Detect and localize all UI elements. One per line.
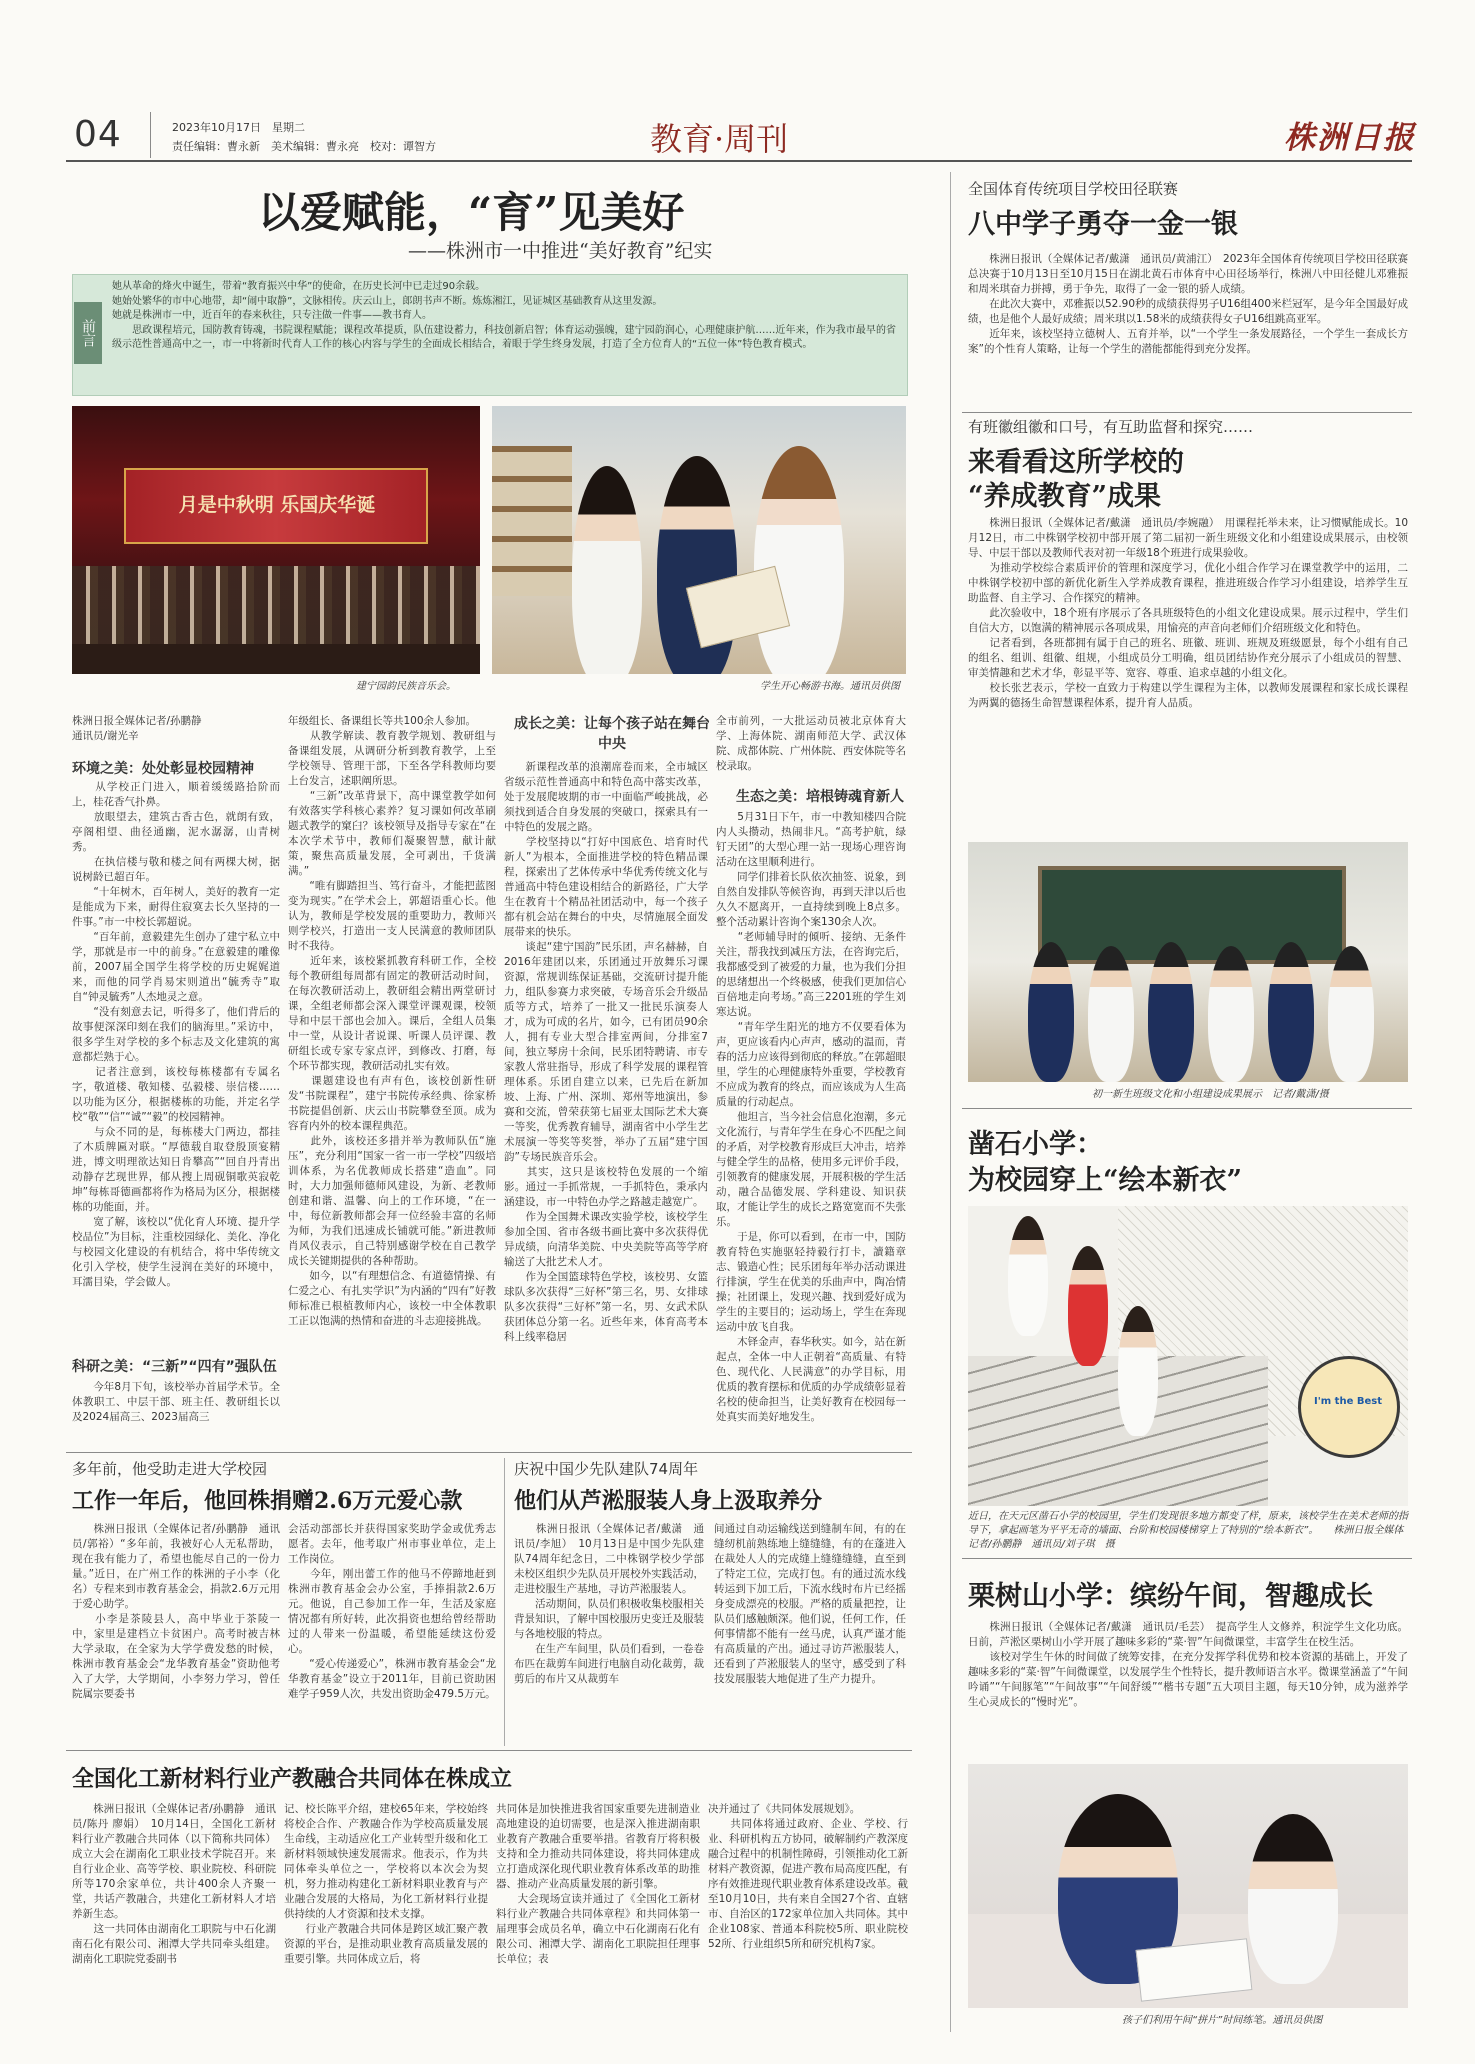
chem-title: 全国化工新材料行业产教融合共同体在株成立 (72, 1766, 513, 1792)
mural-caption: 近日，在天元区凿石小学的校园里，学生们发现很多地方都变了样，原来，该校学生在美术老师的指导下，拿起画笔为平平无奇的墙面、台阶和校园楼梯穿上了特别的“绘本新衣”。 株洲日报全媒体记者/孙鹏静 通讯员/刘子琪 摄 (968, 1511, 1408, 1550)
class-title-line1: 来看看这所学校的 (968, 447, 1184, 478)
donate-column-1: 株洲日报讯（全媒体记者/孙鹏静 通讯员/郭裕）“多年前，我被好心人无私帮助，现在我有能力了，希望也能尽自己的一份力量。”近日，在广州工作的株洲的子小李（化名）专程来到市教育基金会，捐款2.6万元用于爱心助学。 小李是茶陵县人，高中毕业于茶陵一中，家里是建档立卡贫困户。高考时被吉林大学录取，在全家为大学学费发愁的时候，株洲市教育基金会“龙华教育基金”资助他考入了大学，大学期间，小李努力学习，曾任院属宗要委书 (72, 1523, 280, 1700)
class-bottom-rule (962, 1108, 1412, 1109)
library-photo-caption: 学生开心畅游书海。通讯员供图 (760, 681, 900, 692)
editor-credits: 责任编辑：曹永新 美术编辑：曹永亮 校对：谭智方 (172, 140, 436, 153)
presenter-5 (1268, 942, 1314, 1082)
sports-body: 株洲日报讯（全媒体记者/戴潇 通讯员/黄浦江） 2023年全国体育传统项目学校田径联赛总决赛于10月13日至10月15日在湖北黄石市体育中心田径场举行，株洲八中田径健儿邓雅振和周米琪奋力拼搏，勇于争先，取得了一金一银的骄人成绩。 在此次大赛中，邓雅振以52.90秒的成绩获得男子U16组400米栏冠军，是今年全国最好成绩，也是他个人最好成绩；周米琪以1.58米的成绩获得女子U16组跳高亚军。 近年来，该校坚持立德树人、五育并举，以“一个学生一条发展路径，一个学生一套成长方案”的个性育人策略，让每一个学生的潜能都能得到充分发挥。 (968, 253, 1408, 355)
mural-bottom-rule (962, 1558, 1412, 1559)
lishu-body: 株洲日报讯（全媒体记者/戴潇 通讯员/毛芸） 提高学生人文修养，积淀学生文化功底。日前，芦淞区栗树山小学开展了趣味多彩的“菜·智”午间微课堂，丰富学生在校生活。 该校对学生午休的时间做了统筹安排，在充分发挥学科优势和校本资源的基础上，开发了趣味多彩的“菜·智”午间微课堂，以发展学生个性特长，提升教师语言水平。微课堂涵盖了“午间吟诵”“午间豚笔”“午间故事”“午间舒缓”“楷书专题”五大项目主题，每天10分钟，成为滋养学生心灵成长的“慢时光”。 (968, 1621, 1408, 1708)
mural-photo (968, 1206, 1408, 1506)
stage-floor (72, 644, 480, 674)
lead-subtitle: ——株洲市一中推进“美好教育”纪实 (408, 240, 713, 262)
lead-subhead-research: 科研之美：“三新”“四有”强队伍 (72, 1359, 277, 1375)
paper-logo: 株洲日报 (1284, 120, 1416, 156)
chem-column-1: 株洲日报讯（全媒体记者/孙鹏静 通讯员/陈丹 廖娟） 10月14日，全国化工新材料行业产教融合共同体（以下简称共同体）成立大会在湖南化工职业技术学院召开。来自行业企业、高等学校、职业院校、科研院所等170余家单位，共计400余人齐聚一堂，共话产教融合，共建化工新材料人才培养新生态。 这一共同体由湖南化工职院与中石化湖南石化有限公司、湘潭大学共同牵头组建。湖南化工职院党委副书 (72, 1803, 276, 1965)
bookshelf (492, 446, 572, 596)
lead-byline: 株洲日报全媒体记者/孙鹏静 通讯员/谢光辛 (72, 715, 202, 742)
class-kicker: 有班徽组徽和口号，有互助监督和探究…… (968, 418, 1254, 436)
preface-tag: 前言 (74, 302, 102, 364)
masthead-rule (66, 160, 1412, 162)
chem-top-rule (66, 1750, 912, 1751)
chem-column-4: 决并通过了《共同体发展规划》。 共同体将通过政府、企业、学校、行业、科研机构五方协同，破解制约产教深度融合过程中的机制性障碍，引领推动化工新材料产教资源，促进产教布局高度匹配，有序有效推进现代职业教育体系建设改革。截至10月10日，共有来自全国27个省、直辖市、自治区的172家单位加入共同体。其中企业108家、普通本科院校5所、职业院校52所、行业组织5所和研究机构7家。 (708, 1803, 908, 1950)
donate-divider (504, 1458, 505, 1746)
issue-date: 2023年10月17日 星期二 (172, 121, 305, 134)
lead-column-2: 年级组长、备课组长等共100余人参加。 从教学解读、教育教学规划、教研组与备课组发展，从调研分析到教育教学，上至学校领导、管理干部，下至各学科教师均要上台发言，述职阐所思。 “三新”改革背景下，高中课堂教学如何有效落实学科核心素养？复习课如何改革刷题式教学的窠臼？该校领导及指导专家在“在本次学术节中，教师们凝聚智慧，献计献策，聚焦高质量发展，全可剥出，千货满满。” “唯有脚踏担当、笃行奋斗，才能把蓝图变为现实。”在学术会上，郭超语重心长。他认为，教师是学校发展的重要助力，教师兴则学校兴，打造出一支人民满意的教师团队时不我待。 近年来，该校紧抓教育科研工作，全校每个教研组每周都有固定的教研活动时间，在每次教研活动上，教研组会精出两堂研讨课，全组老师都会深入课堂评课观课，校领导和中层干部也会加入。课后，全组人员集中一堂，从设计者说课、听课人员评课、教研组长或专家专家点评，到修改、打磨，每个环节都实现，教研活动扎实有效。 课题建设也有声有色，该校创新性研发“书院课程”，建宁书院传承经典、徐家桥书院提倡创新、庆云山书院攀登至顶。成为容育内外的校本课程典范。 此外，该校还多措并举为教师队伍“施压”，充分利用“国家一省一市一学校”四级培训体系，为名优教师成长搭建“造血”。同时，大力加强师德师风建设，为新、老教师创建和谐、温馨、向上的工作环境，“在一中，每位新教师都会拜一位经验丰富的名师为师，为我们迅速成长铺就可能。”新进教师肖风仪表示，自己特别感谢学校在自己教学成长关键期提供的各种帮助。 如今，以“有理想信念、有道德情操、有仁爱之心、有扎实学识”为内涵的“四有”好教师标准已根植教师内心，该校一中全体教职工正以饱满的热情和奋进的斗志迎接挑战。 (288, 715, 496, 1327)
presenter-2 (1088, 946, 1134, 1082)
sports-kicker: 全国体育传统项目学校田径联赛 (968, 180, 1179, 198)
presenter-3 (1148, 942, 1194, 1082)
lead-subhead-growth: 成长之美：让每个孩子站在舞台中央 (514, 716, 710, 752)
youth-kicker: 庆祝中国少先队建队74周年 (514, 1460, 699, 1478)
youth-column-2: 间通过自动运输线送到缝制车间，有的在缝纫机前熟练地上缝缝缝，有的在蓬进入在裁处人人的完成缝上缝缝缝缝，直至到了特定工位，完成打包。有的通过流水线转运到下加工后，下流水线时布片已经摇身变成漂亮的校服。严格的质量把控，让队员们感触颇深。他们说，任何工作，任何事情都不能有一丝马虎，认真严谨才能有高质量的产出。通过寻访芦淞服装人，还看到了芦淞服装人的坚守，感受到了科技发展服装大地促进了生产力提升。 (714, 1523, 906, 1685)
concert-photo (72, 406, 480, 674)
class-photo-caption: 初一新生班级文化和小组建设成果展示 记者/戴潇/摄 (1092, 1089, 1329, 1100)
library-photo (492, 406, 906, 674)
mural-title-line1: 凿石小学： (968, 1129, 1103, 1160)
right-column-divider (950, 172, 951, 2032)
lead-subhead-ecology: 生态之美：培根铸魂育新人 (736, 789, 904, 805)
mural-sign-text: I'm the Best (1314, 1396, 1382, 1407)
lishu-title: 栗树山小学：缤纷午间，智趣成长 (968, 1581, 1373, 1612)
student-1 (572, 466, 642, 674)
section-title: 教育·周刊 (650, 120, 789, 158)
stage-banner: 月是中秋明 乐国庆华诞 (178, 494, 376, 516)
masthead-divider (150, 112, 151, 158)
writing-student-2 (1248, 1814, 1338, 1984)
lead-title: 以爱赋能，“育”见美好 (258, 188, 685, 237)
preface-text: 她从革命的烽火中诞生，带着“教育振兴中华”的使命，在历史长河中已走过90余载。 她始处繁华的市中心地带，却“闹中取静”，文脉相传。庆云山上，郎朗书声不断。炼炼湘江，见证城区基础教育从这里发源。 她就是株洲市一中，近百年的春来秋往，只专注做一件事——教书育人。 思政课程培元，国防教育铸魂，书院课程赋能；课程改革提质，队伍建设蓄力，科技创新启智；体育运动强魄，建宁园韵润心，心理健康护航……近年来，作为我市最早的省级示范性普通高中之一，市一中将新时代育人工作的核心内容与学生的全面成长相结合，着眼于学生终身发展，打造了全方位育人的“五位一体”特色教育模式。 (112, 281, 896, 350)
student-3 (754, 446, 844, 674)
mural-circle-art (1298, 1356, 1400, 1458)
lishu-photo (968, 1764, 1408, 2008)
page-number: 04 (74, 114, 122, 155)
painting-student-3 (1118, 1306, 1158, 1436)
presenter-4 (1208, 946, 1254, 1082)
donate-title: 工作一年后，他回株捐赠2.6万元爱心款 (72, 1488, 463, 1514)
presenter-1 (1028, 942, 1074, 1082)
class-title-line2: “养成教育”成果 (968, 481, 1162, 512)
lead-column-4: 全市前列，一大批运动员被北京体育大学、上海体院、湖南师范大学、武汉体院、成都体院、广州体院、西安体院等名校录取。 (716, 715, 906, 772)
lishu-photo-caption: 孩子们利用午间“拼片”时间练笔。通讯员供图 (1122, 2015, 1323, 2026)
chem-column-3: 共同体是加快推进我省国家重要先进制造业高地建设的迫切需要，也是深入推进湖南职业教育产教融合重要举措。省教育厅将积极支持和全力推动共同体建设，将共同体建成立打造成深化现代职业教育体系改革的助推器、推动产业高质量发展的新引擎。 大会现场宣读并通过了《全国化工新材料行业产教融合共同体章程》和共同体第一届理事会成员名单，确立中石化湖南石化有限公司、湘潭大学、湖南化工职院担任理事长单位；表 (496, 1803, 700, 1965)
presenter-6 (1328, 946, 1374, 1082)
lead-column-1: 从学校正门进入，顺着缓缓路拾阶而上，桂花香气扑鼻。 放眼望去，建筑古香古色，就朗有致，亭阁相望、曲径通幽，泥水潺潺，山青树秀。 在执信楼与敬和楼之间有两棵大树，据说树龄已超百年。 “十年树木，百年树人，美好的教育一定是能成为下来，耐得住寂寞去长久坚持的一件事。”市一中校长郭超说。 “百年前，意毅建先生创办了建宁私立中学，那就是市一中的前身。”在意毅建的雕像前，2007届全国学生将学校的历史娓娓道来，而他的同学肖易宋则道出“毓秀寺”取自“钟灵毓秀”人杰地灵之意。 “没有刻意去记，听得多了，他们背后的故事便深深印刻在我们的脑海里。”采访中，很多学生对学校的多个标志及文化建筑的寓意都烂熟于心。 记者注意到，该校每栋楼都有专属名字，敬道楼、敬知楼、弘毅楼、崇信楼……以功能为区分，根据楼栋的功能，并定名学校“敬”“信”“诚”“毅”的校园精神。 与众不同的是，每栋楼大门两边，都挂了木质牌匾对联。“厚德载自取登殷顶宴精进，博文明理欲达知日肯攀高”“回自丹青出动静存艺现世界，郁从搜上周砚铜歌英寂乾坤”每栋哥德画都将作为格局为区分，根据楼栋的功能面，并。 宽了解，该校以“优化育人环境、提升学校品位”为目标，注重校园绿化、美化、净化与校园文化建设的有机结合，将中华传统文化引入学校，使学生浸润在美好的环境中，耳濡目染，学会做人。 (72, 781, 280, 1288)
youth-title: 他们从芦淞服装人身上汲取养分 (514, 1488, 823, 1514)
lead-column-4b: 5月31日下午，市一中教知楼四合院内人头攒动，热闹非凡。“高考护航，绿钉天团”的大型心理一站一现场心理咨询活动在这里顺利进行。 同学们排着长队依次抽签、说象，到自然自发排队等候咨询，再到天津以后也久久不愿离开，一直持续到晚上8点多。整个活动累计咨询个案130余人次。 “老师辅导时的倾听、接纳、无条件关注，帮我找到减压方法，在咨询完后，我都感受到了被爱的力量，也为我们分担的思绪想出一个终极感，使我们更加信心百倍地走向考场。”高三2201班的学生刘寒达说。 “青年学生阳光的地方不仅要看体为声，更应该看内心声声，感动的温而，青春的活力应该得到彻底的释放。”在郭超眼里，学生的心理健康特外重要，学校教育不应成为教育的终点，而应该成为人生高质量的行动起点。 他坦言，当今社会信息化泡潮，多元文化流行，与青年学生在身心不匹配之间的矛盾，对学校教育形成巨大冲击，培养与健全学生的品格，使用多元评价手段，引领教育的健康发展，开展积极的学生活动，融合品德发展、学科建设、知识获取，才能让学生的成长之路宽宽而不失张乐。 于是，你可以看到，在市一中，国防教育特色实施驱轻持毅行打卡，讀籍章志、锻造心性；民乐团每年举办活动课进行排演，学生在优美的乐曲声中，陶冶情操；社团课上，发现兴趣、找到爱好成为学生的主要目的；运动场上，学生在奔现运动中放飞自我。 木铎金声，春华秋实。如今，站在新起点，全体一中人正朝着“高质量、有特色、现代化、人民满意”的办学目标，用优质的教育摆标和优质的办学成绩彰显着名校的使命担当，让美好教育在校园每一处真实而美好地发生。 (716, 811, 906, 1423)
sports-bottom-rule (962, 412, 1412, 413)
lead-column-3: 新课程改革的浪潮席卷而来，全市城区省级示范性普通高中和特色高中落实改革，处于发展爬坡期的市一中面临严峻挑战，必须找到适合自身发展的突破口，探索具有一中特色的发展之路。 学校坚持以“打好中国底色、培育时代新人”为根本，全面推进学校的特色精品课程，探索出了艺体传承中华优秀传统文化与普通高中特色建设相结合的新路径，广大学生在教育十个精品社团活动中，每一个孩子都有机会站在舞台的中央，尽情施展全面发展带来的快乐。 谈起“建宁国韵”民乐团，声名赫赫，自2016年建团以来，乐团通过开放舞乐习课资源，常规训练保证基础，交流研讨提升能力，组队参赛力求突破，专场音乐会升级品质等方式，培养了一批又一批民乐演奏人才，成为可成的名片，如今，已有团员90余人，拥有专业大型合排室两间，分排室7间，独立琴房十余间，民乐团特聘请、市专家教人常驻指导，形成了科学发展的课程管理体系。乐团自建立以来，已先后在新加坡、上海、广州、深圳、郑州等地演出，参赛和交流，曾荣获第七届亚太国际艺术大赛一等奖，优秀教育辅导，湖南省中小学生艺术展演一等奖等奖誉，举办了五届“建宁国韵”专场民族音乐会。 其实，这只是该校特色发展的一个缩影。通过一手抓常规，一手抓特色，秉承内涵建设，市一中特色办学之路越走越宽广。 作为全国舞术课改实验学校，该校学生参加全国、省市各级书画比赛中多次获得优异成绩，向清华美院、中央美院等高等学府输送了大批艺术人才。 作为全国篮球特色学校，该校男、女篮球队多次获得“三好杯”第三名，男、女排球队多次获得“三好杯”第一名，男、女武术队获团体总分第一名。近些年来，体育高考本科上线率稳居 (504, 761, 708, 1343)
class-photo (968, 842, 1408, 1082)
mural-title-line2: 为校园穿上“绘本新衣” (968, 1165, 1243, 1196)
lead-subhead-environment: 环境之美：处处彰显校园精神 (72, 761, 254, 777)
concert-photo-caption: 建宁园韵民族音乐会。 (356, 681, 456, 692)
class-body: 株洲日报讯（全媒体记者/戴潇 通讯员/李婉融） 用课程托举未来，让习惯赋能成长。10月12日，市二中株钢学校初中部开展了第二届初一新生班级文化和小组建设成果展示，由校领导、中层干部以及教师代表对初一年级18个班进行成果验收。 为推动学校综合素质评价的管理和深度学习，优化小组合作学习在课堂教学中的运用，二中株钢学校初中部的新优化新生入学养成教育课程，推进班级合作学习小组建设，培养学生互助监督、自主学习、合作探究的精神。 此次验收中，18个班有序展示了各具班级特色的小组文化建设成果。展示过程中，学生们自信大方，以饱满的精神展示各项成果，用愉亮的声音向老师们介绍班级文化和特色。 记者看到，各班都拥有属于自己的班名、班徽、班训、班规及班级愿景，每个小组有自己的组名、组训、组徽、组规，小组成员分工明确，组员团结协作充分展示了小组成员的智慧、审美情趣和艺术才华，彰显平等、宽容、尊重、追求卓越的小组文化。 校长张艺表示，学校一直致力于构建以学生课程为主体，以教师发展课程和家长成长课程为两翼的德扬生命智慧课程体系，提升育人品质。 (968, 517, 1408, 709)
donate-kicker: 多年前，他受助走进大学校园 (72, 1460, 268, 1478)
donate-column-2: 会活动部部长并获得国家奖助学金或优秀志愿者。去年，他考取广州市事业单位，走上工作岗位。 今年，刚出蕾工作的他马不停蹄地赶到株洲市教育基金会办公室，手捧捐款2.6万元。他说，自己参加工作一年，生活及家庭情况都有所好转，此次捐资也想给曾经帮助过的人带来一份温暖，希望能延续这份爱心。 “爱心传递爱心”，株洲市教育基金会“龙华教育基金”设立于2011年，目前已资助困难学子959人次，共发出资助金479.5万元。 (288, 1523, 496, 1700)
lead-bottom-rule (66, 1452, 912, 1453)
youth-column-1: 株洲日报讯（全媒体记者/戴潇 通讯员/李旭） 10月13日是中国少先队建队74周年纪念日，二中株钢学校少学部未校区组织少先队员开展校外实践活动，走进校服生产基地，寻访芦淞服装人。 活动期间，队员们积极收集校服相关背景知识，了解中国校服历史变迁及服装与各地校服的特点。 在生产车间里，队员们看到，一卷卷布匹在裁剪车间进行电脑自动化裁剪，裁剪后的布片又从裁剪车 (514, 1523, 704, 1685)
painting-student-2 (1068, 1246, 1108, 1366)
chem-column-2: 记、校长陈平介绍，建校65年来，学校始终将校企合作、产教融合作为学校高质量发展生命线，主动适应化工产业转型升级和化工新材料领域快速发展需求。他表示，作为共同体牵头单位之一，学校将以本次会为契机，努力推动构建化工新材料职业教育与产业融合发展的大格局，为化工新材料行业提供持续的人才资源和技术支撑。 行业产教融合共同体是跨区域汇聚产教资源的平台，是推动职业教育高质量发展的重要引擎。共同体成立后，将 (284, 1803, 488, 1965)
lead-column-1b: 今年8月下旬，该校举办首届学术节。全体教职工、中层干部、班主任、教研组长以及2024届高三、2023届高三 (72, 1381, 280, 1423)
painting-student-1 (1008, 1216, 1048, 1336)
sports-title: 八中学子勇夺一金一银 (968, 209, 1238, 240)
